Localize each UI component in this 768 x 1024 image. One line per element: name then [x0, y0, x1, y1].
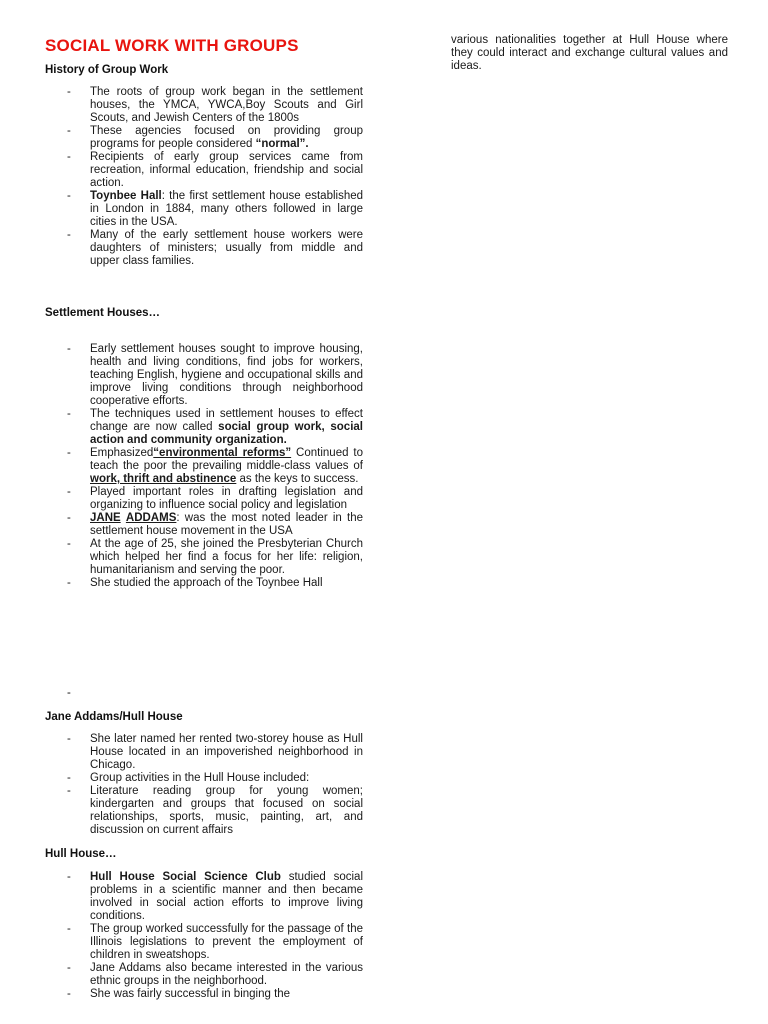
list-item	[45, 577, 363, 590]
emphasized-text: social group work, social action and community organization.	[90, 421, 363, 446]
list-item	[45, 447, 363, 486]
list-item	[45, 408, 363, 447]
item-text: Emphasized	[90, 447, 154, 459]
list-item	[45, 988, 363, 1001]
item-text: as the keys to success.	[236, 473, 359, 485]
dash-bullet: -	[67, 733, 71, 745]
item-text: studied social problems in a scientific manner and then became involved in social action efforts to improve living conditions.	[90, 871, 364, 922]
item-text: : was the most noted leader in the settlement house movement in the USA	[90, 512, 363, 537]
item-text: : the first settlement house established in London in 1884, many others followed in large cities in the USA.	[90, 190, 364, 228]
emphasized-text: JANE	[90, 512, 121, 524]
emphasized-text: ADDAMS	[125, 512, 177, 524]
list-item	[45, 512, 363, 538]
item-text: Played important roles in drafting legislation and organizing to influence social policy and legislation	[90, 486, 363, 511]
list-item	[45, 486, 363, 512]
dash-bullet: -	[67, 785, 71, 797]
emphasized-text: Hull House Social Science Club	[90, 871, 281, 883]
emphasized-text: “environmental reforms”	[153, 447, 292, 459]
settlement-list	[45, 343, 363, 590]
dash-bullet: -	[67, 962, 71, 974]
dash-bullet: -	[67, 923, 71, 935]
dash-bullet: -	[67, 343, 71, 355]
list-item	[45, 962, 363, 988]
dash-bullet: -	[67, 486, 71, 498]
emphasized-text: work, thrift and abstinence	[90, 473, 237, 485]
item-text: The group worked successfully for the passage of the Illinois legislations to prevent the employment of children in sweatshops.	[90, 923, 363, 961]
dash-bullet: -	[67, 512, 71, 524]
list-item	[45, 871, 363, 923]
dash-bullet: -	[67, 408, 71, 420]
section-heading-jane-addams: Jane Addams/Hull House	[45, 711, 183, 723]
list-item	[45, 923, 363, 962]
list-item	[45, 151, 363, 190]
item-text: Recipients of early group services came from recreation, informal education, friendship and social action.	[90, 151, 363, 189]
list-item	[45, 733, 363, 772]
dash-bullet: -	[67, 577, 71, 589]
item-text: She studied the approach of the Toynbee Hall	[90, 577, 323, 589]
list-item	[45, 86, 363, 125]
item-text: The techniques used in settlement houses to effect change are now called	[90, 408, 363, 433]
list-item	[45, 190, 363, 229]
document-title: SOCIAL WORK WITH GROUPS	[45, 36, 299, 55]
dash-bullet: -	[67, 190, 71, 202]
item-text: Group activities in the Hull House included:	[90, 772, 310, 784]
item-text: Jane Addams also became interested in the various ethnic groups in the neighborhood.	[90, 962, 363, 987]
section-heading-history: History of Group Work	[45, 64, 169, 76]
trailing-dash: -	[67, 687, 71, 699]
item-text: Literature reading group for young women; kindergarten and groups that focused on social relationships, sports, music, painting, art, and discussion on current affairs	[90, 785, 363, 836]
list-item	[45, 772, 363, 785]
list-item	[45, 229, 363, 268]
item-text: Many of the early settlement house workers were daughters of ministers; usually from middle and upper class families.	[90, 229, 363, 267]
dash-bullet: -	[67, 447, 71, 459]
item-text: These agencies focused on providing group programs for people considered	[90, 125, 363, 150]
jane-addams-list	[45, 733, 363, 837]
dash-bullet: -	[67, 229, 71, 241]
item-text: Early settlement houses sought to improve housing, health and living conditions, find jobs for workers, teaching English, hygiene and occupational skills and improve living conditions through neighborhood cooperative efforts.	[90, 343, 363, 407]
dash-bullet: -	[67, 538, 71, 550]
list-item	[45, 125, 363, 151]
dash-bullet: -	[67, 871, 71, 883]
item-text: She was fairly successful in binging the	[90, 988, 291, 1000]
emphasized-text: Toynbee Hall	[90, 190, 162, 202]
section-heading-hull-house: Hull House…	[45, 848, 117, 860]
item-text: She later named her rented two-storey house as Hull House located in an impoverished neighborhood in Chicago.	[90, 733, 363, 771]
item-text: At the age of 25, she joined the Presbyterian Church which helped her find a focus for her life: religion, humanitarianism and serving the poor.	[90, 538, 363, 576]
dash-bullet: -	[67, 772, 71, 784]
emphasized-text: “normal”.	[255, 138, 309, 150]
hull-house-list	[45, 871, 363, 1001]
dash-bullet: -	[67, 151, 71, 163]
list-item	[45, 538, 363, 577]
right-column-text: various nationalities together at Hull House where they could interact and exchange cultural values and ideas.	[451, 34, 728, 72]
section-heading-settlement: Settlement Houses…	[45, 307, 161, 319]
item-text: The roots of group work began in the settlement houses, the YMCA, YWCA,Boy Scouts and Girl Scouts, and Jewish Centers of the 1800s	[90, 86, 363, 124]
dash-bullet: -	[67, 988, 71, 1000]
list-item	[45, 785, 363, 837]
dash-bullet: -	[67, 125, 71, 137]
dash-bullet: -	[67, 86, 71, 98]
list-item	[45, 343, 363, 408]
item-text: Continued to teach the poor the prevailing middle-class values of	[90, 447, 363, 472]
history-list	[45, 86, 363, 268]
